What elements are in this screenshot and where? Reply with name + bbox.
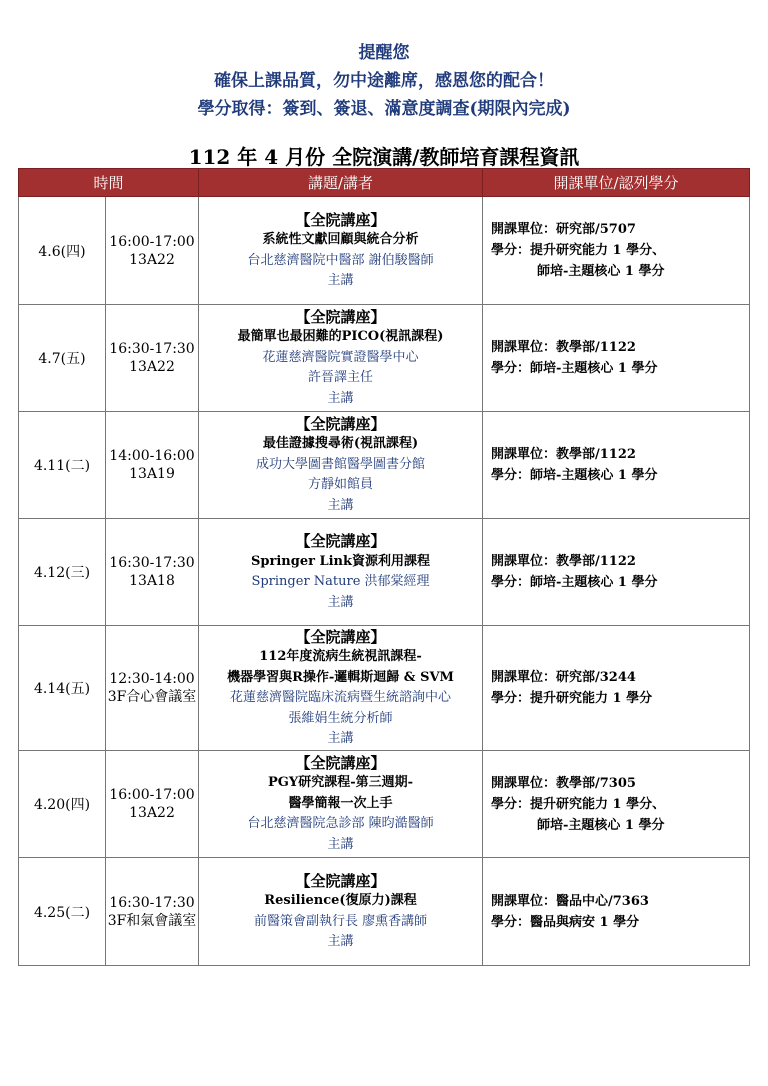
course-credit-extra: 師培-主題核心 1 學分 [537, 817, 665, 833]
schedule-table [18, 168, 750, 966]
session-time-room [106, 197, 199, 305]
speaker: 花蓮慈濟醫院實證醫學中心 [262, 349, 419, 365]
course-unit: 開課單位：教學部/1122 [491, 554, 636, 569]
course-credit: 學分：師培-主題核心 1 學分 [491, 361, 658, 376]
session-time-room [106, 626, 199, 751]
speaker: 台北慈濟醫院中醫部 謝伯駿醫師 [247, 252, 434, 268]
speaker: 成功大學圖書館醫學圖書分館 [256, 456, 426, 472]
session-room: 13A22 [129, 805, 175, 821]
course-credit: 學分：師培-主題核心 1 學分 [491, 468, 658, 483]
reminder-credit-rules: 學分取得：簽到、簽退、滿意度調查(期限內完成) [197, 99, 571, 119]
session-topic [199, 412, 483, 519]
session-time-room [106, 858, 199, 966]
table-row [19, 197, 750, 305]
reminder-heading: 提醒您 [358, 43, 410, 63]
course-unit: 開課單位：醫品中心/7363 [491, 893, 649, 909]
session-unit [483, 412, 750, 519]
header-unit: 開課單位/認列學分 [483, 169, 750, 197]
speaker: 花蓮慈濟醫院臨床流病暨生統諮詢中心 [230, 690, 452, 705]
session-unit [483, 858, 750, 966]
session-topic [199, 305, 483, 412]
lecture-tag: 【全院講座】 [295, 627, 386, 646]
session-unit [483, 305, 750, 412]
course-unit: 開課單位：研究部/3244 [491, 670, 636, 685]
session-room: 13A22 [129, 359, 175, 375]
course-title: 機器學習與R操作-邏輯斯迴歸 & SVM [227, 669, 454, 685]
course-credit: 學分：提升研究能力 1 學分、 [491, 796, 666, 812]
session-unit [483, 197, 750, 305]
course-credit: 學分：提升研究能力 1 學分 [491, 691, 653, 706]
course-unit: 開課單位：研究部/5707 [491, 222, 636, 237]
speaker: 方靜如館員 [308, 477, 374, 493]
session-room: 3F合心會議室 [107, 689, 197, 705]
lecture-tag: 【全院講座】 [295, 753, 386, 772]
course-unit: 開課單位：教學部/1122 [491, 340, 636, 355]
speaker-role: 主講 [327, 934, 354, 949]
header-topic: 講題/講者 [199, 169, 483, 197]
session-date: 4.11(二) [19, 412, 106, 519]
session-date: 4.14(五) [19, 626, 106, 751]
session-room: 13A18 [129, 573, 175, 589]
lecture-tag: 【全院講座】 [295, 307, 386, 326]
course-credit: 學分：師培-主題核心 1 學分 [491, 575, 658, 590]
session-topic [199, 751, 483, 858]
session-unit [483, 626, 750, 751]
session-time: 14:00-16:00 [109, 448, 195, 464]
session-time-room [106, 305, 199, 412]
course-title: PGY研究課程-第三週期- [268, 775, 413, 791]
course-title: Resilience(復原力)課程 [264, 893, 417, 908]
lecture-tag: 【全院講座】 [295, 871, 386, 890]
session-topic [199, 197, 483, 305]
session-topic [199, 858, 483, 966]
session-time-room [106, 519, 199, 626]
session-time: 16:30-17:30 [109, 894, 195, 911]
session-date: 4.7(五) [19, 305, 106, 412]
table-row [19, 751, 750, 858]
lecture-tag: 【全院講座】 [295, 414, 386, 433]
table-row [19, 412, 750, 519]
course-title: 最佳證據搜尋術(視訊課程) [262, 436, 419, 452]
table-row [19, 305, 750, 412]
course-unit: 開課單位：教學部/1122 [491, 447, 636, 462]
table-row [19, 858, 750, 966]
speaker: 許晉譯主任 [308, 370, 374, 386]
session-topic [199, 519, 483, 626]
session-time: 16:30-17:30 [109, 341, 195, 357]
session-time-room [106, 412, 199, 519]
header-time: 時間 [19, 169, 199, 197]
speaker-role: 主講 [327, 390, 354, 406]
session-topic [199, 626, 483, 751]
speaker-role: 主講 [327, 731, 354, 746]
course-credit: 學分：醫品與病安 1 學分 [491, 914, 640, 930]
course-unit: 開課單位：教學部/7305 [491, 775, 636, 791]
speaker-role: 主講 [327, 836, 354, 852]
speaker: 前醫策會副執行長 廖熏香講師 [253, 913, 428, 929]
session-room: 3F和氣會議室 [107, 912, 197, 929]
speaker: Springer Nature 洪郁棠經理 [251, 574, 430, 589]
session-room: 13A19 [129, 466, 175, 482]
course-title: 112年度流病生統視訊課程- [259, 649, 422, 664]
session-room: 13A22 [129, 251, 175, 268]
course-title: 最簡單也最困難的PICO(視訊課程) [237, 329, 444, 345]
speaker-role: 主講 [327, 594, 354, 610]
session-date: 4.20(四) [19, 751, 106, 858]
reminder-attendance: 確保上課品質，勿中途離席，感恩您的配合！ [214, 71, 554, 91]
speaker-role: 主講 [327, 273, 354, 288]
lecture-tag: 【全院講座】 [295, 210, 386, 229]
session-unit [483, 519, 750, 626]
session-date: 4.6(四) [19, 197, 106, 305]
table-header-row [19, 169, 750, 197]
session-date: 4.25(二) [19, 858, 106, 966]
course-credit: 學分：提升研究能力 1 學分、 [491, 243, 666, 258]
course-title: 系統性文獻回顧與統合分析 [262, 232, 419, 247]
speaker-role: 主講 [327, 497, 354, 513]
session-time: 16:00-17:00 [109, 233, 195, 250]
page-title: 112 年 4 月份 全院演講/教師培育課程資訊 [188, 145, 580, 169]
session-date: 4.12(三) [19, 519, 106, 626]
session-time: 16:30-17:30 [109, 555, 195, 571]
course-title: Springer Link資源利用課程 [251, 553, 431, 569]
table-row [19, 626, 750, 751]
session-time: 16:00-17:00 [109, 787, 195, 803]
session-unit [483, 751, 750, 858]
course-credit-extra: 師培-主題核心 1 學分 [537, 264, 665, 279]
speaker: 張維娟生統分析師 [288, 710, 393, 726]
session-time: 12:30-14:00 [109, 671, 195, 687]
lecture-tag: 【全院講座】 [295, 532, 386, 550]
table-row [19, 519, 750, 626]
session-time-room [106, 751, 199, 858]
course-title: 醫學簡報一次上手 [288, 795, 393, 811]
speaker: 台北慈濟醫院急診部 陳昀澔醫師 [247, 816, 434, 832]
